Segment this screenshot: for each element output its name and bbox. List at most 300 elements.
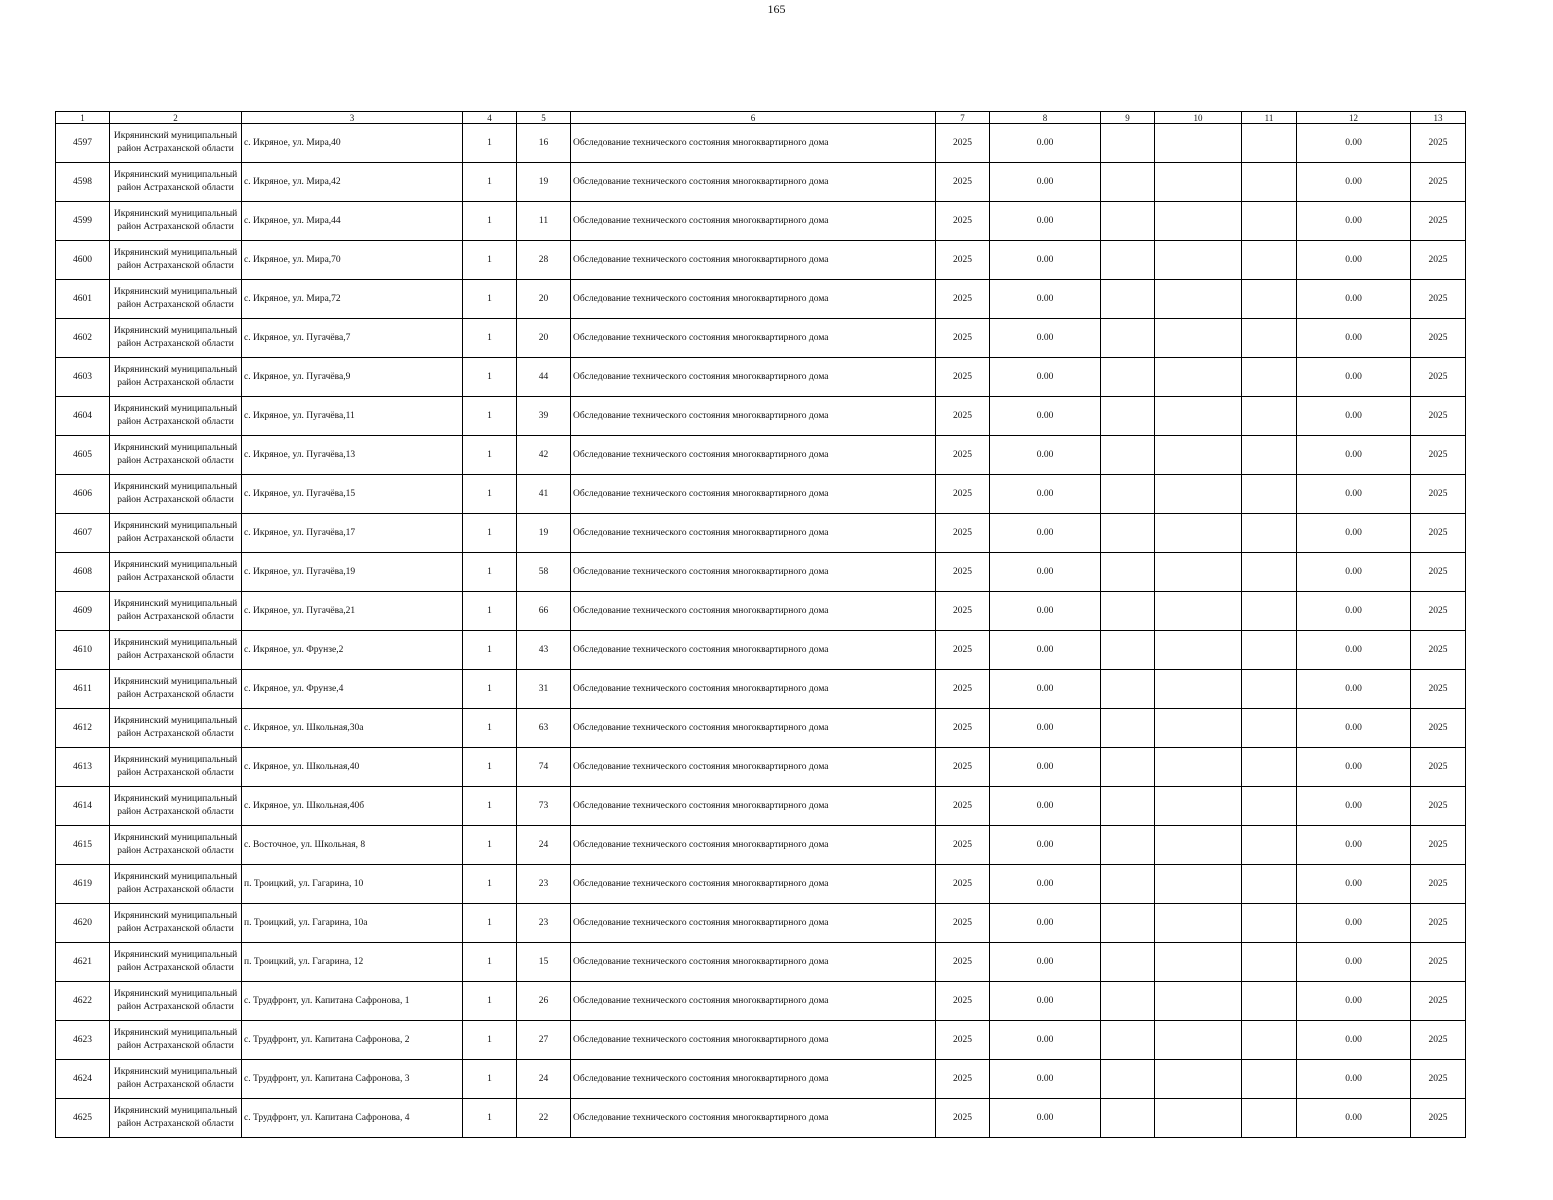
address-cell: с. Икряное, ул. Мира,42 (242, 163, 463, 202)
column-header: 5 (517, 112, 571, 124)
municipality-cell: Икрянинский муниципальный район Астраханской области (110, 982, 242, 1021)
column-8-cell: 0.00 (990, 241, 1101, 280)
column-4-cell: 1 (463, 670, 517, 709)
column-5-cell: 27 (517, 1021, 571, 1060)
address-cell: с. Икряное, ул. Пугачёва,17 (242, 514, 463, 553)
column-12-cell: 0.00 (1297, 358, 1411, 397)
column-8-cell: 0.00 (990, 1060, 1101, 1099)
table-row (56, 1060, 1466, 1099)
column-10-cell (1155, 124, 1242, 163)
table-row (56, 397, 1466, 436)
column-9-cell (1101, 631, 1155, 670)
column-7-cell: 2025 (936, 202, 990, 241)
table-row (56, 670, 1466, 709)
address-cell: с. Икряное, ул. Мира,70 (242, 241, 463, 280)
table-row (56, 514, 1466, 553)
column-5-cell: 15 (517, 943, 571, 982)
column-7-cell: 2025 (936, 748, 990, 787)
column-7-cell: 2025 (936, 475, 990, 514)
municipality-cell: Икрянинский муниципальный район Астраханской области (110, 241, 242, 280)
column-8-cell: 0.00 (990, 631, 1101, 670)
table-row (56, 787, 1466, 826)
column-13-cell: 2025 (1411, 943, 1466, 982)
municipality-cell: Икрянинский муниципальный район Астраханской области (110, 826, 242, 865)
municipality-cell: Икрянинский муниципальный район Астраханской области (110, 1021, 242, 1060)
column-5-cell: 44 (517, 358, 571, 397)
column-9-cell (1101, 709, 1155, 748)
row-number-cell: 4609 (56, 592, 110, 631)
work-type-cell: Обследование технического состояния многоквартирного дома (571, 982, 936, 1021)
municipality-cell: Икрянинский муниципальный район Астраханской области (110, 943, 242, 982)
address-cell: с. Трудфронт, ул. Капитана Сафронова, 4 (242, 1099, 463, 1138)
municipality-cell: Икрянинский муниципальный район Астраханской области (110, 163, 242, 202)
row-number-cell: 4622 (56, 982, 110, 1021)
column-12-cell: 0.00 (1297, 553, 1411, 592)
table-row (56, 124, 1466, 163)
address-cell: с. Икряное, ул. Пугачёва,7 (242, 319, 463, 358)
column-9-cell (1101, 241, 1155, 280)
column-4-cell: 1 (463, 319, 517, 358)
column-10-cell (1155, 436, 1242, 475)
row-number-cell: 4620 (56, 904, 110, 943)
column-4-cell: 1 (463, 358, 517, 397)
column-10-cell (1155, 1060, 1242, 1099)
column-7-cell: 2025 (936, 904, 990, 943)
column-7-cell: 2025 (936, 358, 990, 397)
address-cell: с. Икряное, ул. Пугачёва,21 (242, 592, 463, 631)
column-10-cell (1155, 241, 1242, 280)
row-number-cell: 4599 (56, 202, 110, 241)
table-row (56, 826, 1466, 865)
column-11-cell (1242, 1060, 1297, 1099)
column-7-cell: 2025 (936, 319, 990, 358)
municipality-cell: Икрянинский муниципальный район Астраханской области (110, 787, 242, 826)
column-8-cell: 0.00 (990, 124, 1101, 163)
municipality-cell: Икрянинский муниципальный район Астраханской области (110, 397, 242, 436)
column-4-cell: 1 (463, 982, 517, 1021)
address-cell: с. Икряное, ул. Мира,44 (242, 202, 463, 241)
column-11-cell (1242, 670, 1297, 709)
address-cell: с. Икряное, ул. Школьная,40б (242, 787, 463, 826)
row-number-cell: 4623 (56, 1021, 110, 1060)
column-12-cell: 0.00 (1297, 631, 1411, 670)
column-13-cell: 2025 (1411, 163, 1466, 202)
work-type-cell: Обследование технического состояния многоквартирного дома (571, 904, 936, 943)
column-5-cell: 43 (517, 631, 571, 670)
work-type-cell: Обследование технического состояния многоквартирного дома (571, 787, 936, 826)
column-header: 1 (56, 112, 110, 124)
column-12-cell: 0.00 (1297, 1021, 1411, 1060)
column-9-cell (1101, 553, 1155, 592)
column-5-cell: 20 (517, 319, 571, 358)
column-9-cell (1101, 124, 1155, 163)
column-12-cell: 0.00 (1297, 241, 1411, 280)
column-header: 10 (1155, 112, 1242, 124)
column-12-cell: 0.00 (1297, 787, 1411, 826)
table-row (56, 358, 1466, 397)
column-7-cell: 2025 (936, 1099, 990, 1138)
column-5-cell: 24 (517, 826, 571, 865)
column-8-cell: 0.00 (990, 982, 1101, 1021)
column-7-cell: 2025 (936, 1060, 990, 1099)
column-8-cell: 0.00 (990, 436, 1101, 475)
column-4-cell: 1 (463, 826, 517, 865)
column-11-cell (1242, 982, 1297, 1021)
municipality-cell: Икрянинский муниципальный район Астраханской области (110, 124, 242, 163)
row-number-cell: 4605 (56, 436, 110, 475)
column-10-cell (1155, 748, 1242, 787)
column-10-cell (1155, 553, 1242, 592)
column-header: 6 (571, 112, 936, 124)
municipality-cell: Икрянинский муниципальный район Астраханской области (110, 631, 242, 670)
work-type-cell: Обследование технического состояния многоквартирного дома (571, 1060, 936, 1099)
table-row (56, 553, 1466, 592)
column-13-cell: 2025 (1411, 826, 1466, 865)
column-9-cell (1101, 865, 1155, 904)
column-10-cell (1155, 202, 1242, 241)
table-row (56, 241, 1466, 280)
column-7-cell: 2025 (936, 826, 990, 865)
column-5-cell: 26 (517, 982, 571, 1021)
column-9-cell (1101, 436, 1155, 475)
municipality-cell: Икрянинский муниципальный район Астраханской области (110, 319, 242, 358)
column-13-cell: 2025 (1411, 709, 1466, 748)
column-5-cell: 19 (517, 514, 571, 553)
work-type-cell: Обследование технического состояния многоквартирного дома (571, 865, 936, 904)
address-cell: с. Икряное, ул. Пугачёва,19 (242, 553, 463, 592)
column-8-cell: 0.00 (990, 514, 1101, 553)
column-5-cell: 73 (517, 787, 571, 826)
column-8-cell: 0.00 (990, 670, 1101, 709)
column-10-cell (1155, 943, 1242, 982)
column-5-cell: 41 (517, 475, 571, 514)
work-type-cell: Обследование технического состояния многоквартирного дома (571, 631, 936, 670)
table-row (56, 631, 1466, 670)
address-cell: с. Икряное, ул. Школьная,30а (242, 709, 463, 748)
column-8-cell: 0.00 (990, 202, 1101, 241)
column-10-cell (1155, 709, 1242, 748)
column-12-cell: 0.00 (1297, 904, 1411, 943)
column-7-cell: 2025 (936, 709, 990, 748)
column-9-cell (1101, 514, 1155, 553)
row-number-cell: 4606 (56, 475, 110, 514)
column-8-cell: 0.00 (990, 904, 1101, 943)
work-type-cell: Обследование технического состояния многоквартирного дома (571, 163, 936, 202)
column-10-cell (1155, 592, 1242, 631)
column-12-cell: 0.00 (1297, 1060, 1411, 1099)
column-7-cell: 2025 (936, 514, 990, 553)
column-7-cell: 2025 (936, 670, 990, 709)
table-row (56, 748, 1466, 787)
municipality-cell: Икрянинский муниципальный район Астраханской области (110, 709, 242, 748)
column-11-cell (1242, 709, 1297, 748)
column-4-cell: 1 (463, 943, 517, 982)
column-4-cell: 1 (463, 436, 517, 475)
column-11-cell (1242, 592, 1297, 631)
column-10-cell (1155, 904, 1242, 943)
address-cell: п. Троицкий, ул. Гагарина, 10а (242, 904, 463, 943)
column-8-cell: 0.00 (990, 397, 1101, 436)
column-header: 8 (990, 112, 1101, 124)
column-11-cell (1242, 280, 1297, 319)
column-8-cell: 0.00 (990, 865, 1101, 904)
row-number-cell: 4611 (56, 670, 110, 709)
column-9-cell (1101, 397, 1155, 436)
column-11-cell (1242, 904, 1297, 943)
column-12-cell: 0.00 (1297, 826, 1411, 865)
column-9-cell (1101, 1021, 1155, 1060)
column-11-cell (1242, 319, 1297, 358)
column-12-cell: 0.00 (1297, 709, 1411, 748)
municipality-cell: Икрянинский муниципальный район Астраханской области (110, 202, 242, 241)
work-type-cell: Обследование технического состояния многоквартирного дома (571, 1021, 936, 1060)
column-13-cell: 2025 (1411, 748, 1466, 787)
column-8-cell: 0.00 (990, 826, 1101, 865)
municipality-cell: Икрянинский муниципальный район Астраханской области (110, 1060, 242, 1099)
column-13-cell: 2025 (1411, 670, 1466, 709)
municipality-cell: Икрянинский муниципальный район Астраханской области (110, 436, 242, 475)
column-12-cell: 0.00 (1297, 475, 1411, 514)
column-9-cell (1101, 748, 1155, 787)
column-13-cell: 2025 (1411, 1060, 1466, 1099)
column-8-cell: 0.00 (990, 280, 1101, 319)
table-row (56, 202, 1466, 241)
column-5-cell: 11 (517, 202, 571, 241)
work-type-cell: Обследование технического состояния многоквартирного дома (571, 280, 936, 319)
row-number-cell: 4607 (56, 514, 110, 553)
column-7-cell: 2025 (936, 397, 990, 436)
column-5-cell: 74 (517, 748, 571, 787)
column-11-cell (1242, 358, 1297, 397)
column-12-cell: 0.00 (1297, 943, 1411, 982)
column-13-cell: 2025 (1411, 319, 1466, 358)
column-4-cell: 1 (463, 202, 517, 241)
page-number: 165 (767, 2, 786, 16)
column-5-cell: 39 (517, 397, 571, 436)
row-number-cell: 4624 (56, 1060, 110, 1099)
column-12-cell: 0.00 (1297, 1099, 1411, 1138)
column-5-cell: 24 (517, 1060, 571, 1099)
column-13-cell: 2025 (1411, 475, 1466, 514)
address-cell: с. Трудфронт, ул. Капитана Сафронова, 2 (242, 1021, 463, 1060)
column-13-cell: 2025 (1411, 241, 1466, 280)
row-number-cell: 4600 (56, 241, 110, 280)
column-header: 13 (1411, 112, 1466, 124)
column-12-cell: 0.00 (1297, 748, 1411, 787)
column-4-cell: 1 (463, 865, 517, 904)
column-9-cell (1101, 163, 1155, 202)
column-5-cell: 22 (517, 1099, 571, 1138)
row-number-cell: 4621 (56, 943, 110, 982)
column-10-cell (1155, 475, 1242, 514)
municipality-cell: Икрянинский муниципальный район Астраханской области (110, 475, 242, 514)
address-cell: с. Икряное, ул. Пугачёва,9 (242, 358, 463, 397)
column-9-cell (1101, 670, 1155, 709)
column-9-cell (1101, 1060, 1155, 1099)
column-13-cell: 2025 (1411, 592, 1466, 631)
column-header: 3 (242, 112, 463, 124)
municipality-cell: Икрянинский муниципальный район Астраханской области (110, 553, 242, 592)
column-11-cell (1242, 826, 1297, 865)
address-cell: с. Трудфронт, ул. Капитана Сафронова, 1 (242, 982, 463, 1021)
column-5-cell: 19 (517, 163, 571, 202)
address-cell: с. Икряное, ул. Пугачёва,11 (242, 397, 463, 436)
work-type-cell: Обследование технического состояния многоквартирного дома (571, 397, 936, 436)
row-number-cell: 4603 (56, 358, 110, 397)
column-7-cell: 2025 (936, 163, 990, 202)
column-9-cell (1101, 826, 1155, 865)
column-8-cell: 0.00 (990, 1021, 1101, 1060)
column-13-cell: 2025 (1411, 982, 1466, 1021)
column-10-cell (1155, 1021, 1242, 1060)
column-7-cell: 2025 (936, 553, 990, 592)
column-10-cell (1155, 670, 1242, 709)
work-type-cell: Обследование технического состояния многоквартирного дома (571, 826, 936, 865)
work-type-cell: Обследование технического состояния многоквартирного дома (571, 436, 936, 475)
column-10-cell (1155, 1099, 1242, 1138)
row-number-cell: 4613 (56, 748, 110, 787)
column-9-cell (1101, 358, 1155, 397)
address-cell: с. Восточное, ул. Школьная, 8 (242, 826, 463, 865)
column-7-cell: 2025 (936, 865, 990, 904)
column-7-cell: 2025 (936, 592, 990, 631)
column-10-cell (1155, 982, 1242, 1021)
row-number-cell: 4597 (56, 124, 110, 163)
column-8-cell: 0.00 (990, 358, 1101, 397)
column-12-cell: 0.00 (1297, 670, 1411, 709)
row-number-cell: 4608 (56, 553, 110, 592)
column-12-cell: 0.00 (1297, 865, 1411, 904)
table-row (56, 904, 1466, 943)
column-4-cell: 1 (463, 553, 517, 592)
column-10-cell (1155, 865, 1242, 904)
row-number-cell: 4601 (56, 280, 110, 319)
work-type-cell: Обследование технического состояния многоквартирного дома (571, 709, 936, 748)
column-11-cell (1242, 748, 1297, 787)
column-10-cell (1155, 397, 1242, 436)
work-type-cell: Обследование технического состояния многоквартирного дома (571, 358, 936, 397)
row-number-cell: 4604 (56, 397, 110, 436)
column-12-cell: 0.00 (1297, 514, 1411, 553)
column-9-cell (1101, 592, 1155, 631)
column-9-cell (1101, 1099, 1155, 1138)
municipality-cell: Икрянинский муниципальный район Астраханской области (110, 280, 242, 319)
column-10-cell (1155, 826, 1242, 865)
table-row (56, 1099, 1466, 1138)
column-8-cell: 0.00 (990, 553, 1101, 592)
column-8-cell: 0.00 (990, 319, 1101, 358)
column-8-cell: 0.00 (990, 1099, 1101, 1138)
column-12-cell: 0.00 (1297, 163, 1411, 202)
address-cell: с. Трудфронт, ул. Капитана Сафронова, 3 (242, 1060, 463, 1099)
column-12-cell: 0.00 (1297, 280, 1411, 319)
row-number-cell: 4614 (56, 787, 110, 826)
column-4-cell: 1 (463, 787, 517, 826)
column-9-cell (1101, 943, 1155, 982)
column-11-cell (1242, 787, 1297, 826)
column-12-cell: 0.00 (1297, 319, 1411, 358)
row-number-cell: 4602 (56, 319, 110, 358)
column-8-cell: 0.00 (990, 592, 1101, 631)
column-11-cell (1242, 202, 1297, 241)
column-13-cell: 2025 (1411, 631, 1466, 670)
column-9-cell (1101, 787, 1155, 826)
column-11-cell (1242, 631, 1297, 670)
header-row (56, 112, 1466, 124)
table-row (56, 943, 1466, 982)
column-5-cell: 28 (517, 241, 571, 280)
column-4-cell: 1 (463, 124, 517, 163)
column-4-cell: 1 (463, 280, 517, 319)
column-9-cell (1101, 202, 1155, 241)
work-type-cell: Обследование технического состояния многоквартирного дома (571, 319, 936, 358)
column-13-cell: 2025 (1411, 865, 1466, 904)
column-header: 4 (463, 112, 517, 124)
municipality-cell: Икрянинский муниципальный район Астраханской области (110, 748, 242, 787)
table-header (56, 112, 1466, 124)
column-11-cell (1242, 865, 1297, 904)
column-4-cell: 1 (463, 1099, 517, 1138)
column-11-cell (1242, 436, 1297, 475)
table-row (56, 163, 1466, 202)
column-5-cell: 66 (517, 592, 571, 631)
column-7-cell: 2025 (936, 124, 990, 163)
column-8-cell: 0.00 (990, 748, 1101, 787)
table-row (56, 1021, 1466, 1060)
column-5-cell: 63 (517, 709, 571, 748)
column-5-cell: 58 (517, 553, 571, 592)
column-9-cell (1101, 280, 1155, 319)
work-type-cell: Обследование технического состояния многоквартирного дома (571, 241, 936, 280)
column-7-cell: 2025 (936, 241, 990, 280)
column-header: 12 (1297, 112, 1411, 124)
table-row (56, 982, 1466, 1021)
column-13-cell: 2025 (1411, 553, 1466, 592)
column-5-cell: 23 (517, 865, 571, 904)
column-7-cell: 2025 (936, 631, 990, 670)
row-number-cell: 4625 (56, 1099, 110, 1138)
column-13-cell: 2025 (1411, 397, 1466, 436)
column-11-cell (1242, 553, 1297, 592)
work-type-cell: Обследование технического состояния многоквартирного дома (571, 943, 936, 982)
work-type-cell: Обследование технического состояния многоквартирного дома (571, 124, 936, 163)
row-number-cell: 4619 (56, 865, 110, 904)
column-11-cell (1242, 1099, 1297, 1138)
column-header: 11 (1242, 112, 1297, 124)
column-13-cell: 2025 (1411, 904, 1466, 943)
address-cell: с. Икряное, ул. Мира,72 (242, 280, 463, 319)
municipality-cell: Икрянинский муниципальный район Астраханской области (110, 1099, 242, 1138)
column-12-cell: 0.00 (1297, 397, 1411, 436)
column-7-cell: 2025 (936, 787, 990, 826)
column-4-cell: 1 (463, 397, 517, 436)
column-5-cell: 16 (517, 124, 571, 163)
column-10-cell (1155, 787, 1242, 826)
column-12-cell: 0.00 (1297, 124, 1411, 163)
work-type-cell: Обследование технического состояния многоквартирного дома (571, 1099, 936, 1138)
column-9-cell (1101, 475, 1155, 514)
table-row (56, 592, 1466, 631)
municipality-cell: Икрянинский муниципальный район Астраханской области (110, 670, 242, 709)
column-4-cell: 1 (463, 1060, 517, 1099)
column-header: 7 (936, 112, 990, 124)
column-13-cell: 2025 (1411, 280, 1466, 319)
address-cell: п. Троицкий, ул. Гагарина, 12 (242, 943, 463, 982)
column-7-cell: 2025 (936, 943, 990, 982)
column-12-cell: 0.00 (1297, 202, 1411, 241)
column-4-cell: 1 (463, 631, 517, 670)
column-11-cell (1242, 1021, 1297, 1060)
